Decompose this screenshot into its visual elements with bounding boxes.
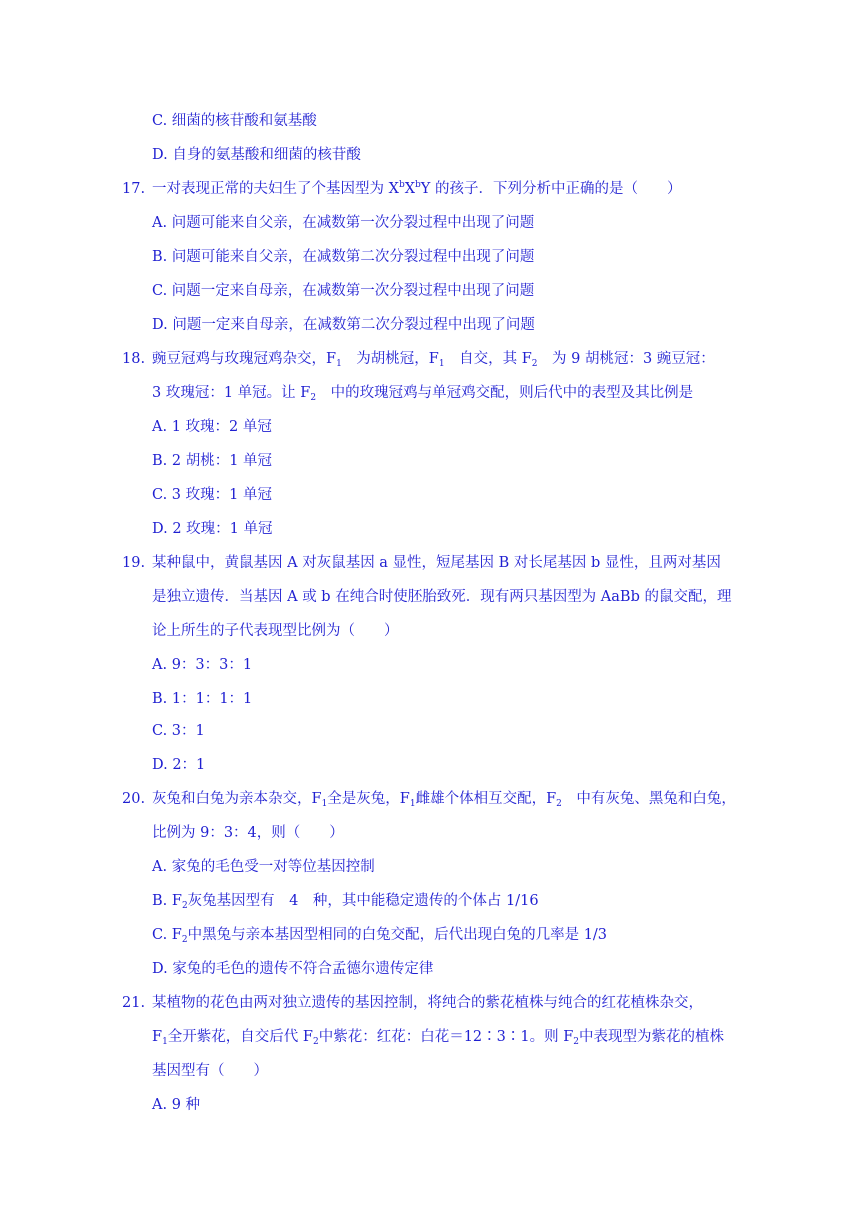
q18-option-b: B. 2 胡桃：1 单冠 bbox=[152, 453, 273, 469]
q20-option-c: C. $F_2$中黑兔与亲本基因型相同的白兔交配，后代出现白兔的几率是 1/3 bbox=[152, 927, 608, 945]
q18-option-d: D. 2 玫瑰：1 单冠 bbox=[152, 521, 273, 537]
q21-number: 21. bbox=[122, 995, 146, 1011]
q20-stem-line2: 比例为 9：3：4，则（ ） bbox=[152, 825, 344, 841]
q16-option-d: D. 自身的氨基酸和细菌的核苷酸 bbox=[152, 147, 361, 163]
q20-option-d: D. 家兔的毛色的遗传不符合孟德尔遗传定律 bbox=[152, 961, 434, 977]
q19-stem-line2: 是独立遗传．当基因 A 或 b 在纯合时使胚胎致死．现有两只基因型为 AaBb 的鼠交配，理 bbox=[152, 589, 732, 605]
q19-option-a: A. 9：3：3：1 bbox=[152, 657, 253, 673]
q19-number: 19. bbox=[122, 555, 146, 571]
q21-stem-line2: $F_1$全开紫花，自交后代 $F_2$中紫花：红花：白花＝12∶3∶1。则 $F_2$中表现型为紫花的植株 bbox=[152, 1029, 725, 1047]
q20-option-a: A. 家兔的毛色受一对等位基因控制 bbox=[152, 859, 375, 875]
q18-stem-line2: 3 玫瑰冠：1 单冠。让 $F_2$ 中的玫瑰冠鸡与单冠鸡交配，则后代中的表型及其比例是 bbox=[152, 385, 694, 403]
q17-option-c: C. 问题一定来自母亲，在减数第一次分裂过程中出现了问题 bbox=[152, 283, 535, 299]
q18-option-a: A. 1 玫瑰：2 单冠 bbox=[152, 419, 272, 435]
q21-stem-line3: 基因型有（ ） bbox=[152, 1063, 268, 1079]
q19-stem-line3: 论上所生的子代表现型比例为（ ） bbox=[152, 623, 399, 639]
q19-stem-line1: 某种鼠中，黄鼠基因 A 对灰鼠基因 a 显性，短尾基因 B 对长尾基因 b 显性，且两对基因 bbox=[152, 555, 721, 571]
q19-option-c: C. 3：1 bbox=[152, 723, 205, 739]
q17-option-d: D. 问题一定来自母亲，在减数第二次分裂过程中出现了问题 bbox=[152, 317, 535, 333]
q20-number: 20. bbox=[122, 791, 146, 807]
q20-option-b: B. $F_2$灰兔基因型有 4 种，其中能稳定遗传的个体占 1/16 bbox=[152, 893, 539, 911]
q17-option-a: A. 问题可能来自父亲，在减数第一次分裂过程中出现了问题 bbox=[152, 215, 535, 231]
q16-option-c: C. 细菌的核苷酸和氨基酸 bbox=[152, 113, 317, 129]
q19-option-b: B. 1：1：1：1 bbox=[152, 691, 253, 707]
q21-option-a: A. 9 种 bbox=[152, 1097, 201, 1113]
q17-stem: 一对表现正常的夫妇生了个基因型为 $X^bX^bY$ 的孩子．下列分析中正确的是（ ） bbox=[152, 180, 682, 197]
q19-option-d: D. 2：1 bbox=[152, 757, 206, 773]
q21-stem-line1: 某植物的花色由两对独立遗传的基因控制，将纯合的紫花植株与纯合的红花植株杂交， bbox=[152, 995, 703, 1011]
q18-option-c: C. 3 玫瑰：1 单冠 bbox=[152, 487, 272, 503]
q18-stem-line1: 豌豆冠鸡与玫瑰冠鸡杂交，$F_1$ 为胡桃冠，$F_1$ 自交，其 $F_2$ 为 9 胡桃冠：3 豌豆冠： bbox=[152, 351, 715, 369]
q17-option-b: B. 问题可能来自父亲，在减数第二次分裂过程中出现了问题 bbox=[152, 249, 535, 265]
q20-stem-line1: 灰兔和白兔为亲本杂交，$F_1$全是灰兔，$F_1$雌雄个体相互交配，$F_2$ 中有灰兔、黑兔和白兔， bbox=[152, 791, 736, 809]
q17-number: 17. bbox=[122, 181, 146, 197]
q18-number: 18. bbox=[122, 351, 146, 367]
